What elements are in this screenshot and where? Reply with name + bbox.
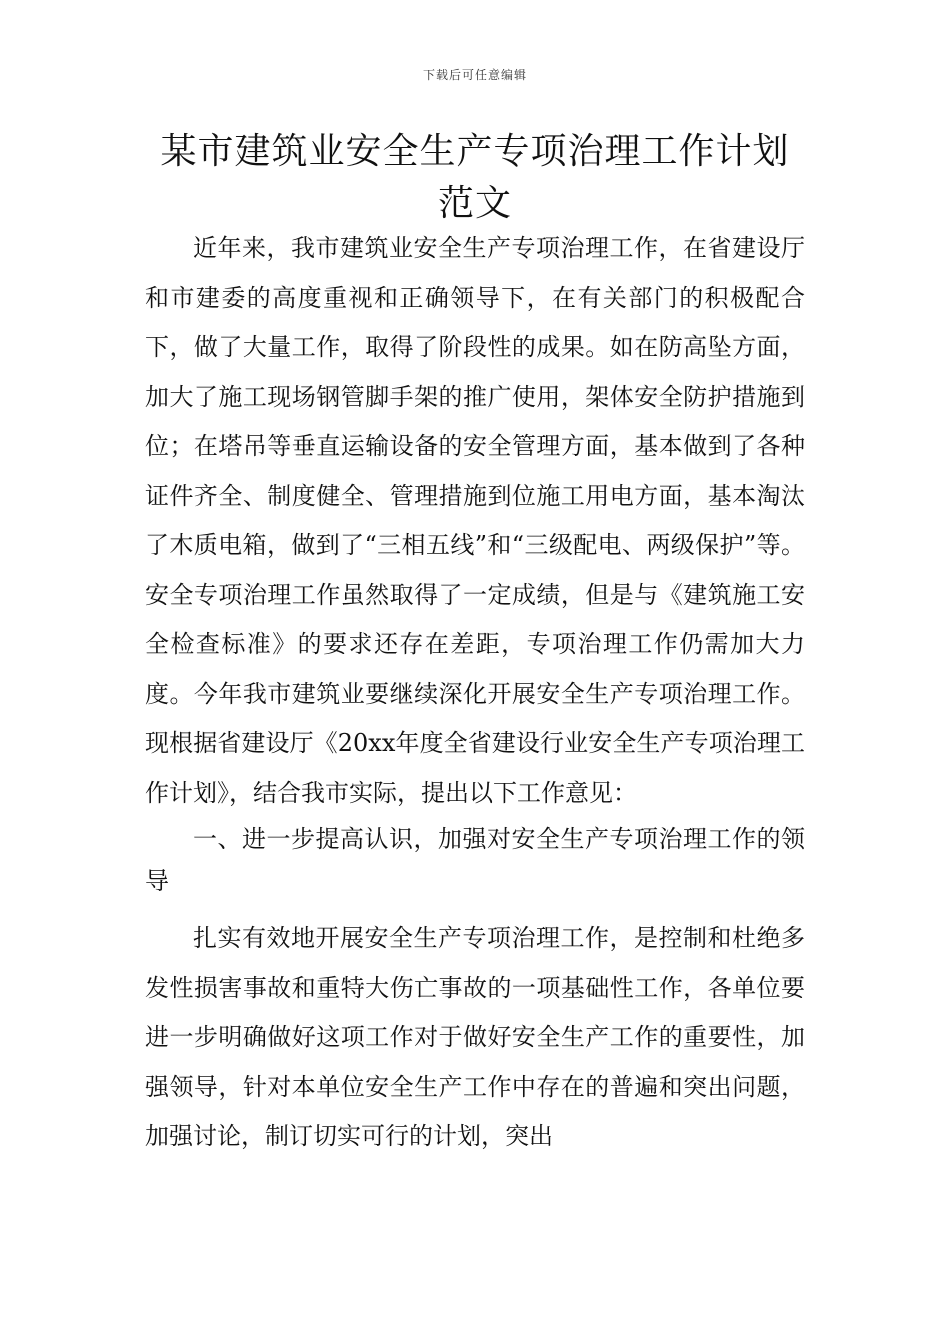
paragraph-intro: 近年来，我市建筑业安全生产专项治理工作，在省建设厅和市建委的高度重视和正确领导下，在有关部门的积极配合下，做了大量工作，取得了阶段性的成果。如在防高坠方面，加大了施工现场钢管脚手架的推广使用，架体安全防护措施到位；在塔吊等垂直运输设备的安全管理方面，基本做到了各种证件齐全、制度健全、管理措施到位施工用电方面，基本淘汰了木质电箱，做到了“三相五线”和“三级配电、两级保护”等。安全专项治理工作虽然取得了一定成绩，但是与《建筑施工安全检查标准》的要求还存在差距，专项治理工作仍需加大力度。今年我市建筑业要继续深化开展安全生产专项治理工作。现根据省建设厅《20xx年度全省建设行业安全生产专项治理工作计划》，结合我市实际，提出以下工作意见： <box>145 234 805 807</box>
header-note: 下载后可任意编辑 <box>422 68 527 82</box>
document-title: 某市建筑业安全生产专项治理工作计划范文 <box>160 131 790 224</box>
section-heading-1: 一、进一步提高认识，加强对安全生产专项治理工作的领导 <box>145 825 805 895</box>
paragraph-section-1: 扎实有效地开展安全生产专项治理工作，是控制和杜绝多发性损害事故和重特大伤亡事故的一项基础性工作，各单位要进一步明确做好这项工作对于做好安全生产工作的重要性，加强领导，针对本单位安全生产工作中存在的普遍和突出问题，加强讨论，制订切实可行的计划，突出 <box>145 924 805 1150</box>
document-body <box>145 224 805 1162</box>
